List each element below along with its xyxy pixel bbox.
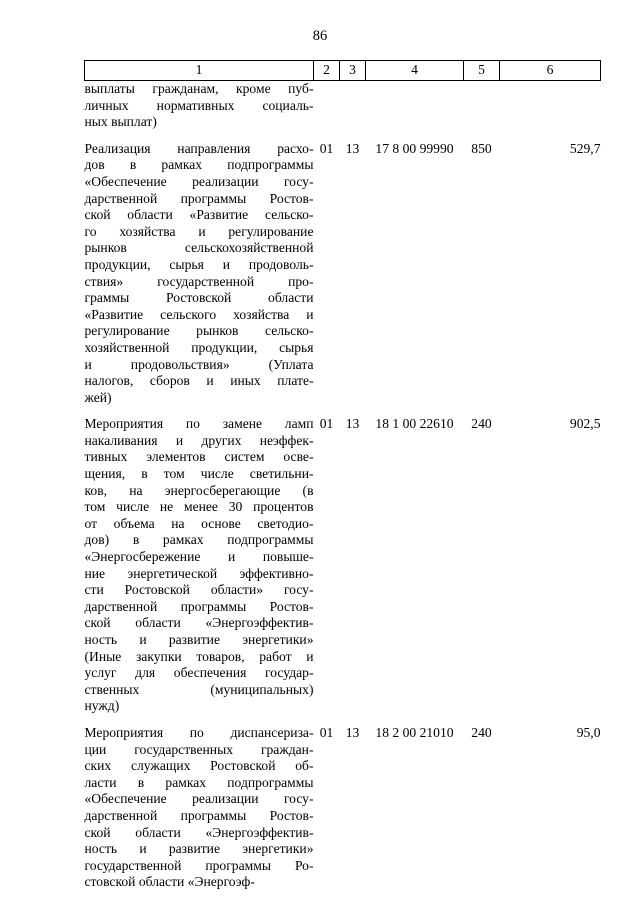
subsection-code: 13 xyxy=(345,140,360,156)
description-line: ность и развитие энергетики» xyxy=(84,632,314,647)
row-description xyxy=(85,721,314,897)
description-line: дов) в рамках подпрограммы xyxy=(84,532,314,548)
description-line: ков, на энергосберегающие (в xyxy=(84,482,314,498)
description-line: дов в рамках подпрограммы xyxy=(84,157,314,173)
description-line: «Обеспечение реализации госу- xyxy=(84,173,314,189)
section-code xyxy=(314,81,340,137)
subsection-code: 13 xyxy=(345,416,360,432)
description-line: «Развитие сельского хозяйства и xyxy=(84,306,314,322)
subsection-code: 13 xyxy=(345,724,360,740)
expense-type-code xyxy=(464,81,500,137)
description-line: «Энергосбережение и повыше- xyxy=(84,549,314,565)
table-header-row xyxy=(85,61,601,81)
description-line: налогов, сборов и иных плате- xyxy=(84,373,314,389)
description-line: стовской области «Энергоэф- xyxy=(84,874,255,890)
description-line: дарственной программы Ростов- xyxy=(84,807,314,823)
description-line: жей) xyxy=(84,389,112,405)
expense-type-code: 240 xyxy=(471,724,492,740)
description-line: щения, в том числе светильни- xyxy=(84,466,314,482)
amount: 95,0 xyxy=(576,724,601,740)
description-line: Реализация направления расхо- xyxy=(84,140,314,156)
description-line: ской области «Энергоэффектив- xyxy=(84,824,314,840)
description-line: дарственной программы Ростов- xyxy=(84,190,314,206)
description-line: регулирование рынков сельско- xyxy=(84,323,314,339)
description-line: Мероприятия по замене ламп xyxy=(84,416,314,432)
expense-type-code: 240 xyxy=(471,416,492,432)
table-row xyxy=(85,412,601,721)
section-code: 01 xyxy=(319,416,334,432)
amount: 902,5 xyxy=(569,416,601,432)
description-line: ние энергетической эффективно- xyxy=(84,565,314,581)
description-line: от объема на основе светодио- xyxy=(84,515,314,531)
description-line: тивных элементов систем осве- xyxy=(84,449,314,465)
description-line: ласти в рамках подпрограммы xyxy=(84,774,314,790)
description-line: ность и развитие энергетики» xyxy=(84,841,314,857)
budget-table xyxy=(84,60,601,897)
description-line: ской области «Развитие сельско- xyxy=(84,207,314,223)
amount xyxy=(500,81,601,137)
page-number: 86 xyxy=(312,28,328,44)
description-line: «Обеспечение реализации госу- xyxy=(84,791,314,807)
column-header: 3 xyxy=(340,61,366,81)
description-line: ствия» государственной про- xyxy=(84,273,314,289)
row-description xyxy=(85,412,314,721)
description-line: услуг для обеспечения государ- xyxy=(84,665,314,681)
description-line: накаливания и других неэффек- xyxy=(84,432,314,448)
description-line: ской области «Энергоэффектив- xyxy=(84,615,314,631)
target-article-code: 18 2 00 21010 xyxy=(375,724,454,740)
description-line: ных выплат) xyxy=(84,114,157,130)
row-description xyxy=(85,137,314,413)
column-header: 5 xyxy=(464,61,500,81)
description-line: граммы Ростовской области xyxy=(84,290,314,306)
description-line: том числе не менее 30 процентов xyxy=(84,499,314,515)
target-article-code: 18 1 00 22610 xyxy=(375,416,454,432)
description-line: нужд) xyxy=(84,698,120,714)
row-description xyxy=(85,81,314,137)
subsection-code xyxy=(340,81,366,137)
table-row xyxy=(85,81,601,137)
target-article-code xyxy=(366,81,464,137)
table-row xyxy=(85,721,601,897)
expense-type-code: 850 xyxy=(471,140,492,156)
section-code: 01 xyxy=(319,724,334,740)
amount: 529,7 xyxy=(569,140,601,156)
description-line: го хозяйства и регулирование xyxy=(84,223,314,239)
description-line: ции государственных граждан- xyxy=(84,741,314,757)
description-line: Мероприятия по диспансериза- xyxy=(84,724,314,740)
description-line: личных нормативных социаль- xyxy=(84,97,314,113)
description-line: хозяйственной продукции, сырья xyxy=(84,339,314,355)
column-header: 4 xyxy=(366,61,464,81)
column-header: 2 xyxy=(314,61,340,81)
description-line: государственной программы Ро- xyxy=(84,857,314,873)
column-header: 6 xyxy=(500,61,601,81)
description-line: ских служащих Ростовской об- xyxy=(84,758,314,774)
description-line: и продовольствия» (Уплата xyxy=(84,356,314,372)
table-row xyxy=(85,137,601,413)
description-line: ственных (муниципальных) xyxy=(84,681,314,697)
description-line: продукции, сырья и продоволь- xyxy=(84,256,314,272)
description-line: сти Ростовской области» госу- xyxy=(84,582,314,598)
description-line: (Иные закупки товаров, работ и xyxy=(84,648,314,664)
target-article-code: 17 8 00 99990 xyxy=(375,140,454,156)
section-code: 01 xyxy=(319,140,334,156)
description-line: выплаты гражданам, кроме пуб- xyxy=(84,81,314,96)
description-line: дарственной программы Ростов- xyxy=(84,598,314,614)
column-header: 1 xyxy=(85,61,314,81)
description-line: рынков сельскохозяйственной xyxy=(84,240,314,256)
